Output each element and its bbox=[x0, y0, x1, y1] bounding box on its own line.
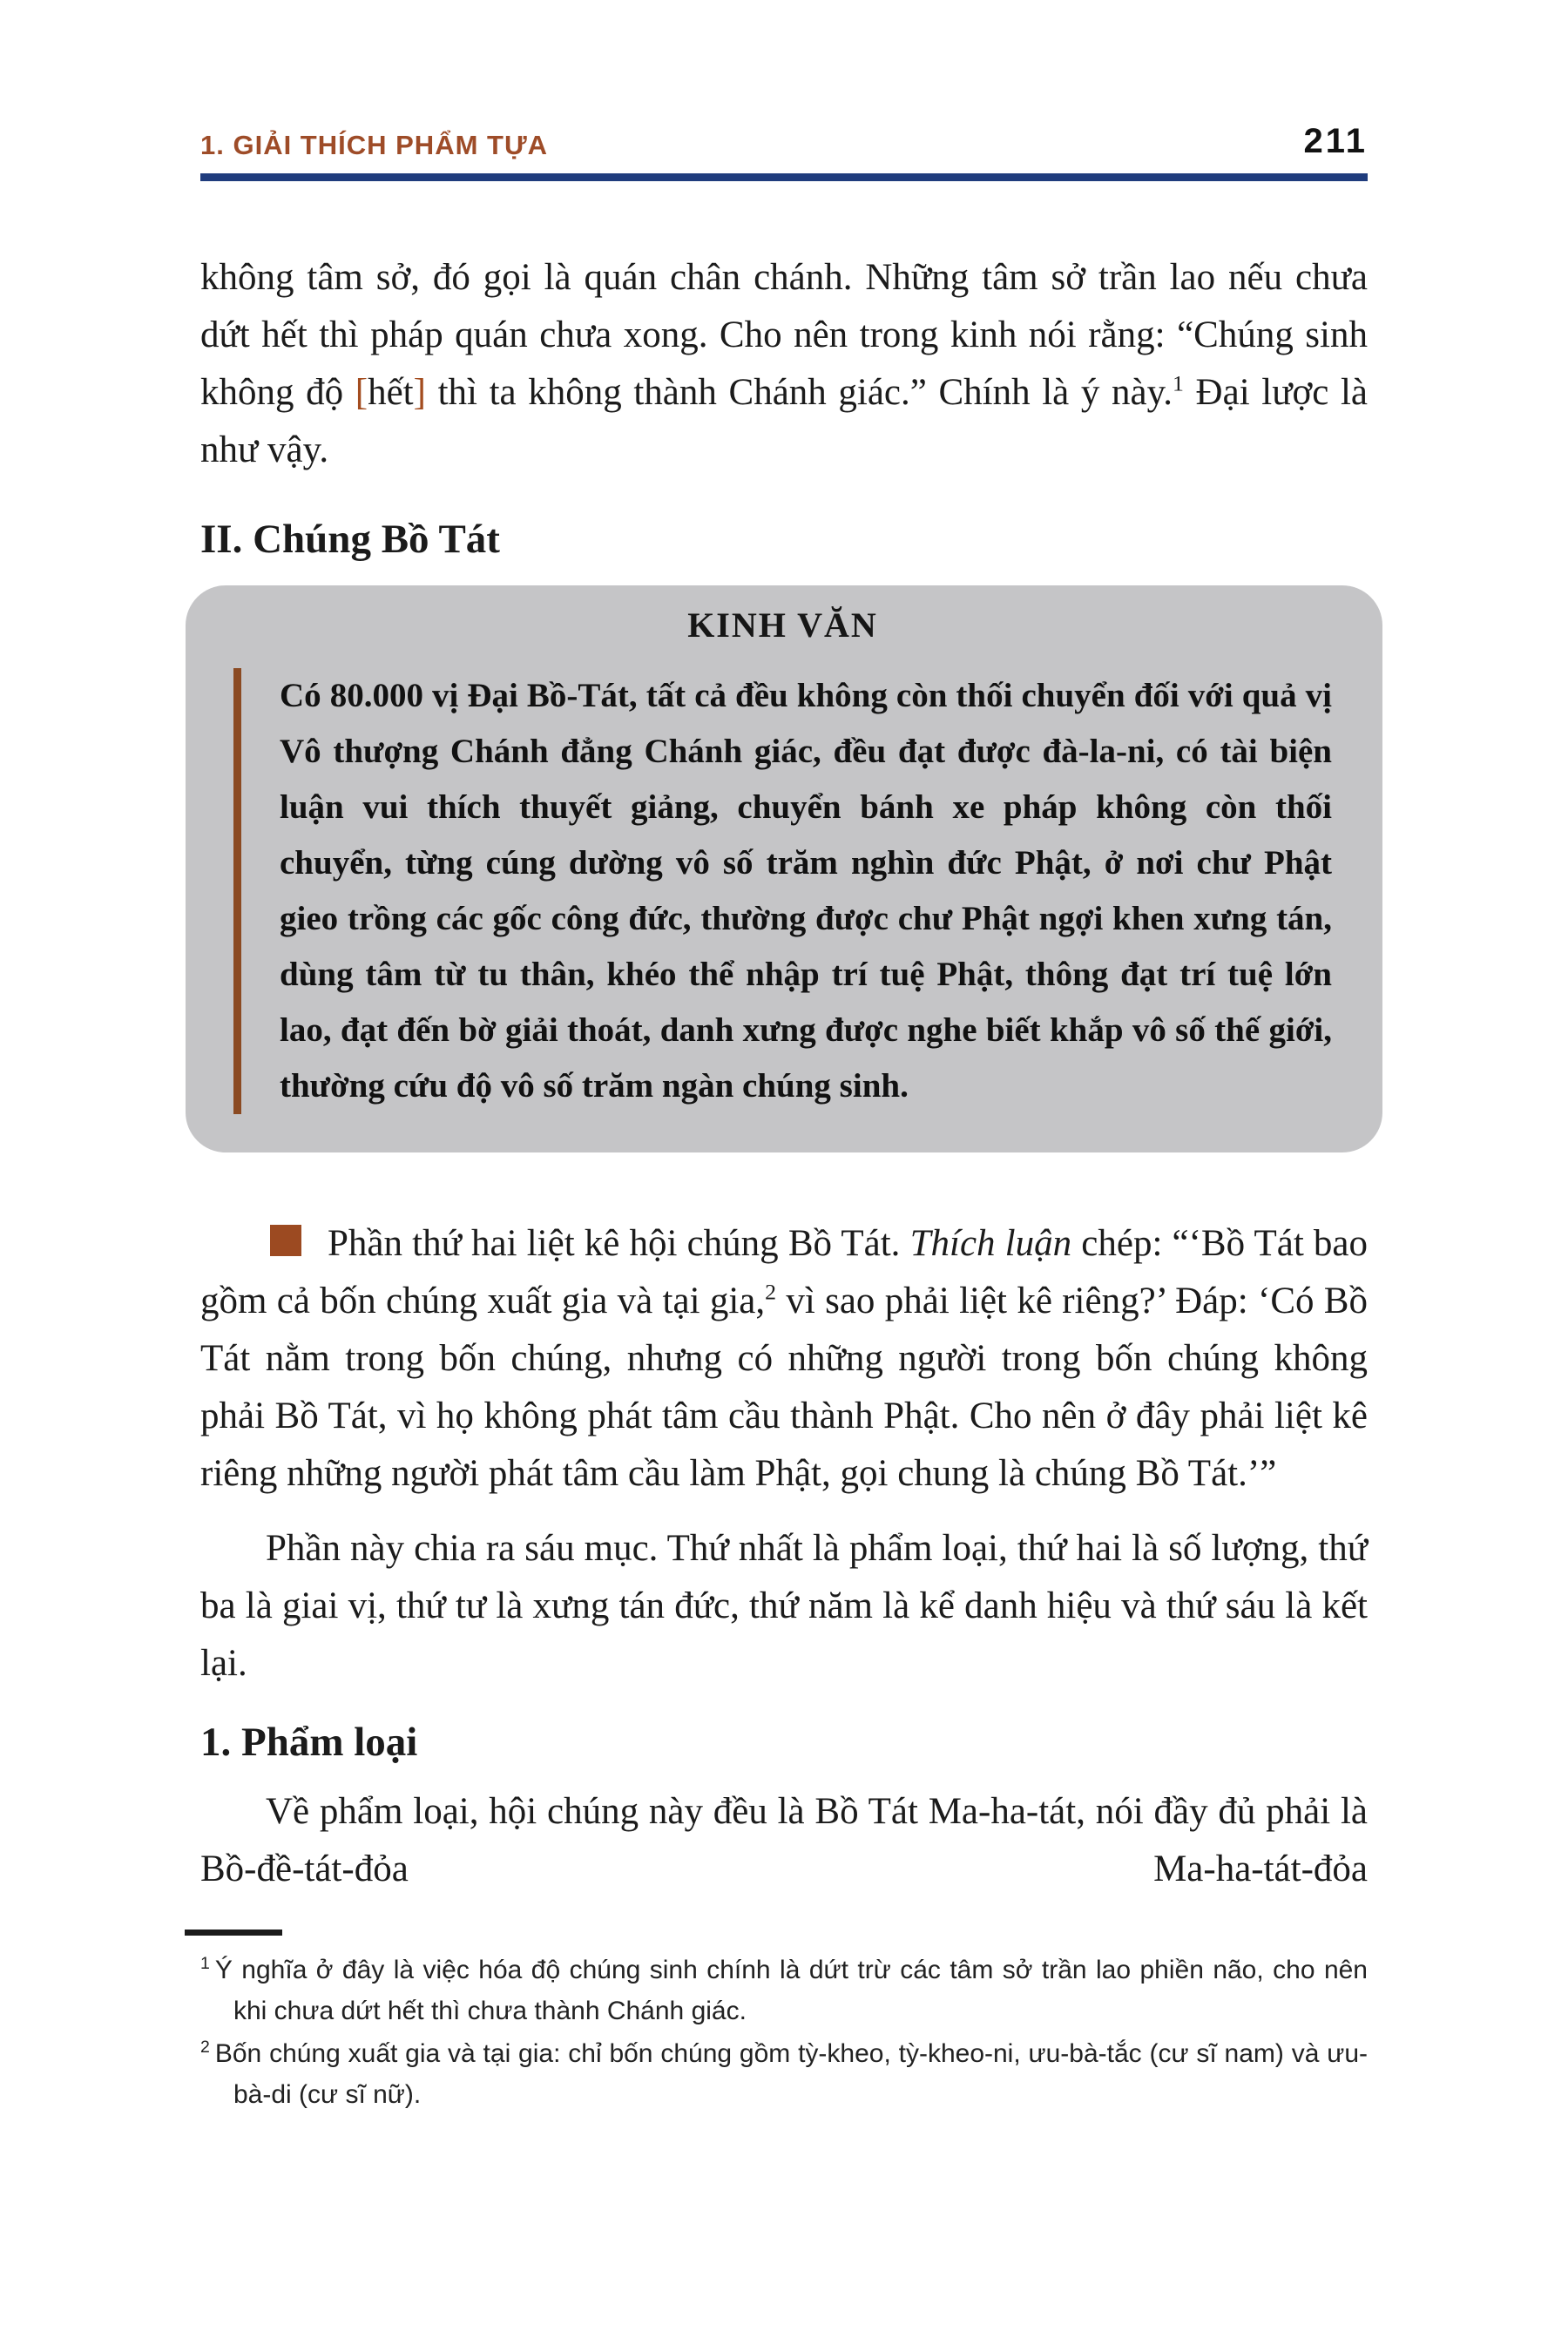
footnote-separator bbox=[185, 1930, 282, 1936]
bracket-close: ] bbox=[413, 372, 426, 413]
bracket-open: [ bbox=[355, 372, 368, 413]
page-number: 211 bbox=[1303, 122, 1368, 160]
body-paragraph-1 bbox=[200, 249, 1368, 479]
footnote-marker: 1 bbox=[200, 1954, 210, 1973]
footnote-1 bbox=[200, 1950, 1368, 2031]
quote-accent-bar bbox=[233, 668, 241, 1114]
paragraph-text: thì ta không thành Chánh giác.” Chính là ý này. bbox=[425, 372, 1173, 413]
running-header bbox=[200, 122, 1368, 161]
body-paragraph-overview: Phần này chia ra sáu mục. Thứ nhất là phẩm loại, thứ hai là số lượng, thứ ba là giai vị, thứ tư là xưng tán đức, thứ năm là kể danh hiệu và thứ sáu là kết lại. bbox=[200, 1528, 1368, 1684]
body-paragraph-subsection: Về phẩm loại, hội chúng này đều là Bồ Tát Ma-ha-tát, nói đầy đủ phải là Bồ-đề-tát-đỏa Ma-ha-tát-đỏa bbox=[200, 1791, 1368, 1889]
paragraph-text: chép: “‘Bồ Tát bao gồm cả bốn chúng xuất gia và tại gia, bbox=[200, 1223, 1369, 1321]
chapter-title: 1. GIẢI THÍCH PHẨM TỰA bbox=[200, 130, 549, 160]
sutra-box-body bbox=[233, 668, 1332, 1114]
paragraph-text: Đại lược là như vậy. bbox=[200, 372, 1368, 470]
sutra-box-title: KINH VĂN bbox=[687, 605, 878, 645]
footnote-ref-2: 2 bbox=[765, 1279, 777, 1305]
bracket-word: hết bbox=[368, 372, 414, 413]
footnote-ref-1: 1 bbox=[1173, 370, 1184, 396]
square-bullet-icon bbox=[270, 1225, 301, 1256]
footnote-2 bbox=[200, 2033, 1368, 2115]
paragraph-text: không tâm sở, đó gọi là quán chân chánh. Những tâm sở trần lao nếu chưa dứt hết thì pháp quán chưa xong. Cho nên trong kinh nói rằng: “Chúng sinh không độ bbox=[200, 257, 1368, 413]
footnotes-block bbox=[200, 1930, 1368, 2115]
paragraph-text: Phần thứ hai liệt kê hội chúng Bồ Tát. bbox=[328, 1223, 910, 1264]
cited-work-title: Thích luận bbox=[909, 1223, 1072, 1264]
footnote-text: Ý nghĩa ở đây là việc hóa độ chúng sinh chính là dứt trừ các tâm sở trần lao phiền não, cho nên khi chưa dứt hết thì chưa thành Chánh giác. bbox=[214, 1956, 1368, 2025]
commentary-paragraph bbox=[200, 1215, 1368, 1503]
header-rule bbox=[200, 173, 1368, 181]
page-content bbox=[200, 122, 1368, 2117]
sutra-quote-box bbox=[186, 585, 1382, 1152]
footnote-text: Bốn chúng xuất gia và tại gia: chỉ bốn chúng gồm tỳ-kheo, tỳ-kheo-ni, ưu-bà-tắc (cư sĩ nam) và ưu-bà-di (cư sĩ nữ). bbox=[214, 2039, 1368, 2109]
section-heading: II. Chúng Bồ Tát bbox=[200, 517, 500, 562]
subsection-heading: 1. Phẩm loại bbox=[200, 1720, 418, 1765]
sutra-text: Có 80.000 vị Đại Bồ-Tát, tất cả đều không còn thối chuyển đối với quả vị Vô thượng Chánh đẳng Chánh giác, đều đạt được đà-la-ni, có tài biện luận vui thích thuyết giảng, chuyển bánh xe pháp không còn thối chuyển, từng cúng dường vô số trăm nghìn đức Phật, ở nơi chư Phật gieo trồng các gốc công đức, thường được chư Phật ngợi khen xưng tán, dùng tâm từ tu thân, khéo thể nhập trí tuệ Phật, thông đạt trí tuệ lớn lao, đạt đến bờ giải thoát, danh xưng được nghe biết khắp vô số thế giới, thường cứu độ vô số trăm ngàn chúng sinh. bbox=[280, 677, 1332, 1105]
footnote-marker: 2 bbox=[200, 2038, 210, 2057]
paragraph-text: vì sao phải liệt kê riêng?’ Đáp: ‘Có Bồ Tát nằm trong bốn chúng, nhưng có những người trong bốn chúng không phải Bồ Tát, vì họ không phát tâm cầu thành Phật. Cho nên ở đây phải liệt kê riêng những người phát tâm cầu làm Phật, gọi chung là chúng Bồ Tát.’” bbox=[200, 1281, 1368, 1494]
